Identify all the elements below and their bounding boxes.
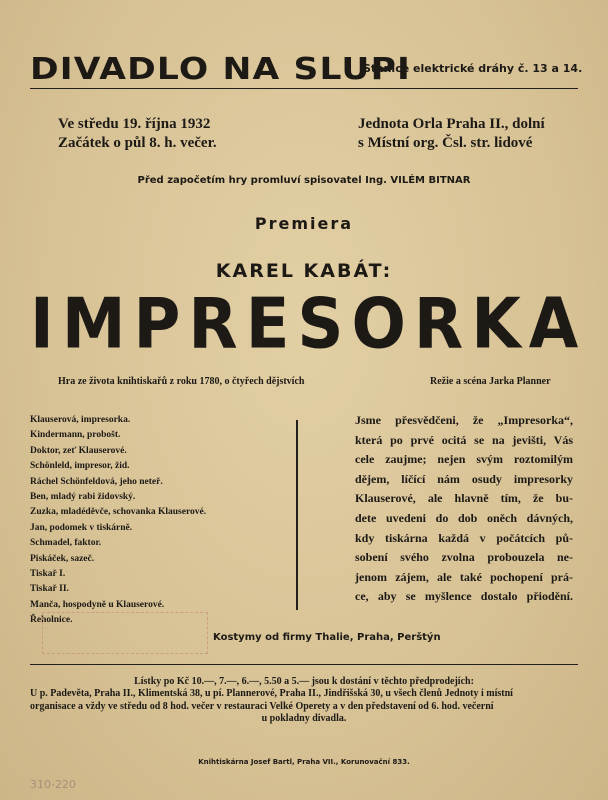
ticket-prices: Lístky po Kč 10.—, 7.—, 6.—, 5.50 a 5.— jsou k dostání v těchto předprodejích: bbox=[134, 676, 474, 687]
play-title: IMPRESORKA bbox=[30, 285, 587, 365]
blurb-line: dete uvedeni do dob oněch dávných, bbox=[355, 510, 573, 525]
organizer-line: s Místní org. Čsl. str. lidové bbox=[358, 135, 533, 151]
column-divider bbox=[296, 420, 298, 610]
author-name: KAREL KABÁT: bbox=[215, 260, 393, 282]
play-subtitle: Hra ze života knihtiskařů z roku 1780, o čtyřech dějstvích bbox=[58, 376, 305, 387]
cast-item: Tiskař I. bbox=[30, 569, 66, 580]
ticket-info bbox=[30, 676, 578, 726]
cast-item: Ben, mladý rabi židovský. bbox=[30, 492, 136, 503]
ticket-outlets: U p. Padevěta, Praha II., Klimentská 38, u pí. Plannerové, Praha II., Jindřišská 30, u všech členů Jednoty i místní bbox=[30, 688, 513, 700]
blurb-line: ce, aby se myšlence dostalo přiodění. bbox=[355, 589, 573, 604]
premiere-label: Premiera bbox=[254, 214, 354, 233]
cast-item: Zuzka, mladéděvče, schovanka Klauserové. bbox=[30, 507, 207, 518]
cast-item: Kindermann, probošt. bbox=[30, 430, 121, 441]
tram-note: Stanice elektrické dráhy č. 13 a 14. bbox=[363, 62, 583, 75]
blurb-line: dějem, líčící nám osudy impresorky bbox=[355, 471, 573, 486]
blurb-line: cele zaujme; nejen svým roztomilým bbox=[355, 452, 573, 467]
speaker-note: Před započetím hry promluví spisovatel Ing. VILÉM BITNAR bbox=[137, 175, 471, 186]
divider bbox=[30, 664, 578, 665]
cast-item: Piskáček, sazeč. bbox=[30, 553, 95, 564]
blurb-line: Klauserové, ale hlavně tím, že bu- bbox=[355, 491, 573, 506]
theatre-title: DIVADLO NA SLUPI bbox=[30, 52, 411, 87]
date-line: Ve středu 19. října 1932 bbox=[58, 116, 211, 132]
cast-item: Klauserová, impresorka. bbox=[30, 415, 131, 425]
faded-stamp bbox=[42, 612, 208, 654]
start-time-line: Začátek o půl 8. h. večer. bbox=[58, 135, 217, 151]
ticket-outlets: u pokladny divadla. bbox=[261, 713, 347, 725]
cast-item: Schmadel, faktor. bbox=[30, 538, 102, 549]
blurb-line: Jsme přesvědčeni, že „Impresorka“, bbox=[355, 413, 573, 427]
blurb-line: sobení svého zvolna probouzela ne- bbox=[355, 550, 573, 565]
blurb-text bbox=[355, 411, 573, 607]
cast-item: Doktor, zeť Klauserové. bbox=[30, 445, 127, 456]
cast-item: Tiskař II. bbox=[30, 584, 69, 595]
director-credit: Režie a scéna Jarka Planner bbox=[430, 376, 551, 387]
cast-item: Řeholnice. bbox=[30, 615, 73, 626]
printer-credit: Knihtiskárna Josef Bartl, Praha VII., Korunovační 833. bbox=[198, 758, 410, 766]
blurb-line: jenom zájem, ale také pochopení prá- bbox=[355, 569, 573, 584]
cast-list bbox=[30, 413, 206, 629]
costumes-credit: Kostymy od firmy Thalie, Praha, Perštýn bbox=[213, 632, 441, 643]
organizer-line: Jednota Orla Praha II., dolní bbox=[358, 116, 545, 132]
divider bbox=[30, 88, 578, 89]
cast-item: Ráchel Schönfeldová, jeho neteř. bbox=[30, 476, 163, 487]
cast-item: Schönleld, impresor, žid. bbox=[30, 461, 130, 472]
pencil-note: 310-220 bbox=[30, 778, 76, 791]
cast-item: Jan, podomek v tiskárně. bbox=[30, 522, 133, 533]
blurb-line: která po prvé ocitá se na jevišti, Vás bbox=[355, 432, 573, 447]
cast-item: Manča, hospodyně u Klauserové. bbox=[30, 599, 165, 610]
ticket-outlets: organisace a vždy ve středu od 8 hod. večer v restauraci Velké Operety a v den představení od 6. hod. večerní bbox=[30, 700, 494, 712]
blurb-line: kdy tiskárna každá v počátcích pů- bbox=[355, 530, 573, 545]
